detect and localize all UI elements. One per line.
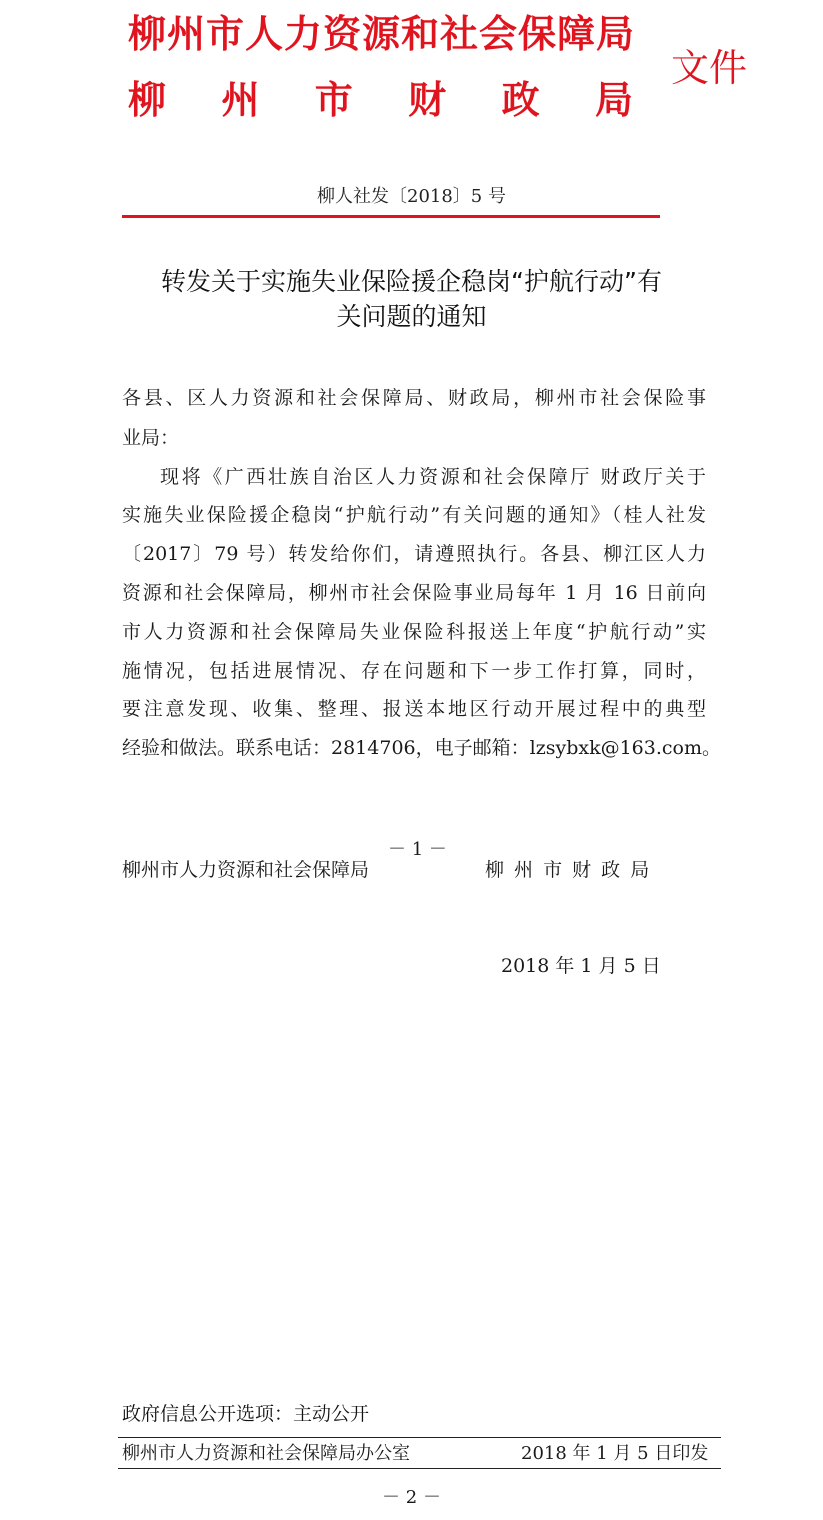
issuer-line-2-char: 局 <box>594 78 633 122</box>
issuer-line-2 <box>128 76 633 124</box>
document-title-line-2: 关问题的通知 <box>336 302 487 331</box>
body-line: 要注意发现、收集、整理、报送本地区行动开展过程中的典型 <box>122 698 706 720</box>
issuer-line-2-char: 州 <box>221 78 260 122</box>
page-marker-1: － 1 － <box>388 839 447 860</box>
signature-issuer-left: 柳州市人力资源和社会保障局 <box>122 859 370 881</box>
issuer-line-2-char: 柳 <box>128 78 167 122</box>
issuer-line-2-char: 财 <box>408 78 447 122</box>
body-line: 各县、区人力资源和社会保障局、财政局，柳州市社会保险事 <box>122 387 706 409</box>
footer-rule-top <box>118 1437 721 1438</box>
footer-print-date: 2018 年 1 月 5 日印发 <box>521 1443 709 1464</box>
document-title-line-1: 转发关于实施失业保险援企稳岗“护航行动”有 <box>161 267 662 296</box>
footer-rule-bottom <box>118 1468 721 1469</box>
body-line: 〔2017〕79 号）转发给你们，请遵照执行。各县、柳江区人力 <box>122 543 706 565</box>
body-line: 市人力资源和社会保障局失业保险科报送上年度“护航行动”实 <box>122 621 706 643</box>
issuer-line-2-char: 市 <box>314 78 353 122</box>
issuer-line-1: 柳州市人力资源和社会保障局 <box>128 12 636 56</box>
body-line: 施情况，包括进展情况、存在问题和下一步工作打算，同时， <box>122 660 706 682</box>
gov-info-disclosure: 政府信息公开选项：主动公开 <box>122 1403 370 1425</box>
signature-date: 2018 年 1 月 5 日 <box>501 955 661 977</box>
footer-office: 柳州市人力资源和社会保障局办公室 <box>122 1443 410 1464</box>
body-line: 实施失业保险援企稳岗“护航行动”有关问题的通知》（桂人社发 <box>122 504 706 526</box>
red-divider <box>122 215 660 218</box>
document-number: 柳人社发〔2018〕5 号 <box>317 186 506 207</box>
body-line: 现将《广西壮族自治区人力资源和社会保障厅 财政厅关于 <box>160 466 706 488</box>
body-line: 业局： <box>122 427 180 449</box>
body-line: 资源和社会保障局，柳州市社会保险事业局每年 1 月 16 日前向 <box>122 582 706 604</box>
document-label: 文件 <box>671 46 748 90</box>
issuer-line-2-char: 政 <box>501 78 540 122</box>
signature-issuer-right: 柳 州 市 财 政 局 <box>485 859 652 881</box>
body-line: 经验和做法。联系电话：2814706，电子邮箱：lzsybxk@163.com。 <box>122 737 721 759</box>
page-marker-2: － 2 － <box>382 1487 441 1508</box>
